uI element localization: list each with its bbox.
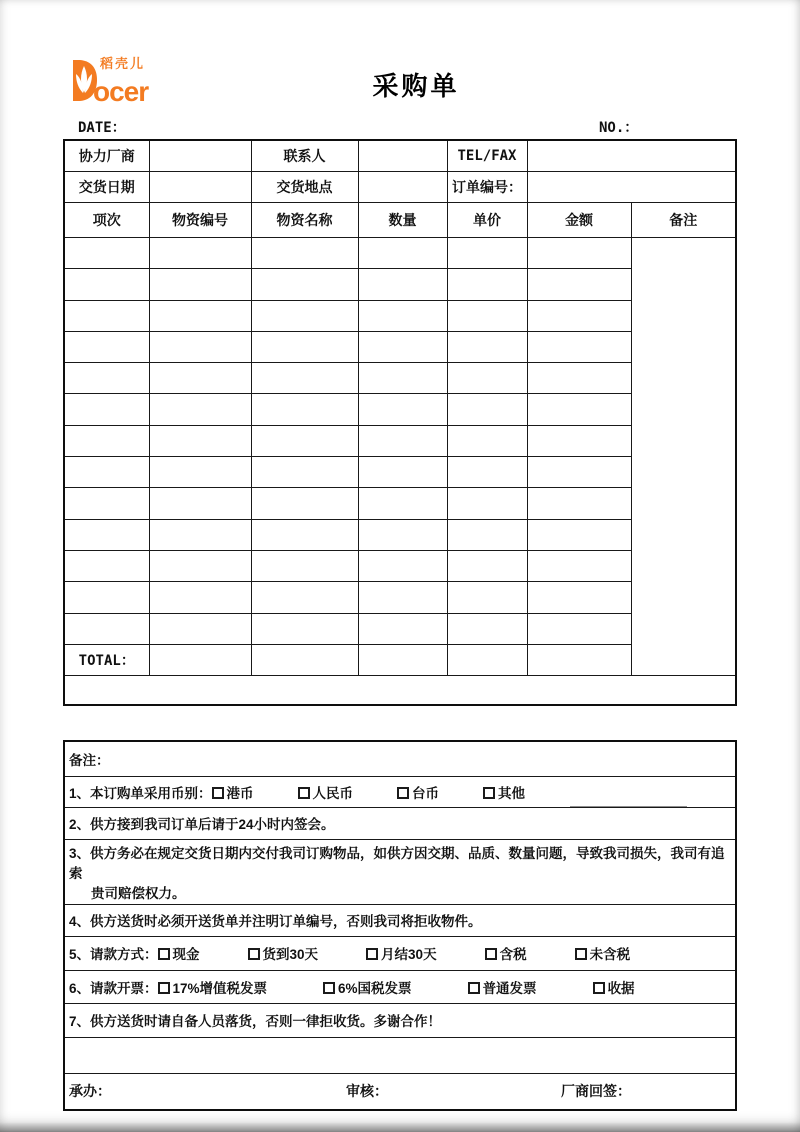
checkbox-icon[interactable] — [575, 948, 587, 960]
signature-row — [64, 1073, 736, 1110]
checkbox-icon[interactable] — [397, 787, 409, 799]
item-cell[interactable] — [64, 363, 149, 394]
contact-value-cell[interactable] — [358, 140, 447, 171]
item-cell[interactable] — [251, 269, 358, 300]
note3-line2: 贵司赔偿权力。 — [91, 885, 186, 901]
item-cell[interactable] — [251, 550, 358, 581]
checkbox-icon[interactable] — [298, 787, 310, 799]
item-cell[interactable] — [149, 238, 251, 269]
item-cell[interactable] — [447, 457, 527, 488]
col-remarks: 备注 — [631, 202, 736, 238]
item-row — [64, 238, 736, 269]
item-cell[interactable] — [527, 550, 631, 581]
item-cell[interactable] — [358, 269, 447, 300]
note-payment-method — [64, 936, 736, 971]
col-material-no: 物资编号 — [149, 202, 251, 238]
checkbox-option[interactable]: 人民币 — [298, 782, 354, 802]
checkbox-icon[interactable] — [248, 948, 260, 960]
item-cell[interactable] — [251, 238, 358, 269]
item-cell[interactable] — [64, 550, 149, 581]
item-cell[interactable] — [251, 300, 358, 331]
item-cell[interactable] — [358, 300, 447, 331]
telfax-value-cell[interactable] — [527, 140, 736, 171]
note-sign-back: 2、供方接到我司订单后请于24小时内签会。 — [64, 808, 736, 840]
item-cell[interactable] — [527, 488, 631, 519]
checkbox-icon[interactable] — [158, 948, 170, 960]
note-liability — [64, 839, 736, 905]
order-no-label: 订单编号： — [447, 171, 527, 202]
checkbox-option[interactable]: 港币 — [212, 782, 254, 802]
item-cell[interactable] — [447, 425, 527, 456]
item-cell[interactable] — [358, 582, 447, 613]
col-item-no: 项次 — [64, 202, 149, 238]
logo-cn-text: 稻壳儿 — [100, 56, 146, 71]
item-cell[interactable] — [64, 425, 149, 456]
total-cell[interactable] — [358, 644, 447, 676]
item-cell[interactable] — [358, 457, 447, 488]
item-cell[interactable] — [358, 488, 447, 519]
item-cell[interactable] — [447, 488, 527, 519]
vendor-label: 协力厂商 — [64, 140, 149, 171]
checkbox-icon[interactable] — [212, 787, 224, 799]
purchase-order-table — [63, 139, 737, 706]
item-cell[interactable] — [64, 269, 149, 300]
item-cell[interactable] — [447, 582, 527, 613]
item-cell[interactable] — [149, 300, 251, 331]
item-cell[interactable] — [251, 457, 358, 488]
item-cell[interactable] — [527, 363, 631, 394]
total-cell[interactable] — [149, 644, 251, 676]
checkbox-icon[interactable] — [158, 982, 170, 994]
total-label: TOTAL： — [64, 644, 149, 676]
item-cell[interactable] — [358, 331, 447, 362]
checkbox-icon[interactable] — [485, 948, 497, 960]
item-cell[interactable] — [358, 363, 447, 394]
item-cell[interactable] — [149, 613, 251, 644]
item-cell[interactable] — [251, 331, 358, 362]
no-label: NO.： — [599, 120, 639, 136]
item-cell[interactable] — [251, 582, 358, 613]
item-cell[interactable] — [358, 613, 447, 644]
item-cell[interactable] — [527, 613, 631, 644]
delivery-place-value-cell[interactable] — [358, 171, 447, 202]
checkbox-icon[interactable] — [323, 982, 335, 994]
item-cell[interactable] — [64, 582, 149, 613]
item-cell[interactable] — [149, 582, 251, 613]
item-cell[interactable] — [358, 550, 447, 581]
checkbox-icon[interactable] — [468, 982, 480, 994]
item-cell[interactable] — [358, 394, 447, 425]
item-cell[interactable] — [527, 457, 631, 488]
checkbox-icon[interactable] — [593, 982, 605, 994]
scan-edge-shadow — [0, 1122, 800, 1132]
telfax-label: TEL/FAX — [447, 140, 527, 171]
remarks-merged-cell[interactable] — [631, 238, 736, 676]
item-cell[interactable] — [64, 394, 149, 425]
checkbox-option[interactable]: 普通发票 — [468, 977, 537, 997]
item-cell[interactable] — [149, 269, 251, 300]
blank-row — [64, 676, 736, 706]
item-cell[interactable] — [447, 238, 527, 269]
item-cell[interactable] — [149, 331, 251, 362]
item-cell[interactable] — [251, 488, 358, 519]
delivery-date-value-cell[interactable] — [149, 171, 251, 202]
note6-prefix: 6、请款开票： — [69, 980, 158, 996]
item-cell[interactable] — [64, 488, 149, 519]
note-invoice-type — [64, 971, 736, 1004]
item-cell[interactable] — [358, 519, 447, 550]
item-cell[interactable] — [251, 613, 358, 644]
item-cell[interactable] — [447, 269, 527, 300]
checkbox-icon[interactable] — [483, 787, 495, 799]
item-cell[interactable] — [149, 519, 251, 550]
note3-line1: 3、供方务必在规定交货日期内交付我司订购物品，如供方因交期、品质、数量问题，导致我司损失，我司有追索 — [69, 845, 725, 881]
vendor-sign-label: 厂商回签： — [561, 1082, 631, 1099]
item-cell[interactable] — [64, 238, 149, 269]
item-cell[interactable] — [64, 519, 149, 550]
item-cell[interactable] — [447, 613, 527, 644]
order-no-value-cell[interactable] — [527, 171, 736, 202]
item-cell[interactable] — [358, 425, 447, 456]
col-amount: 金额 — [527, 202, 631, 238]
note-unloading: 7、供方送货时请自备人员落货，否则一律拒收货。多谢合作！ — [64, 1003, 736, 1038]
item-cell[interactable] — [64, 613, 149, 644]
item-cell[interactable] — [447, 519, 527, 550]
item-cell[interactable] — [527, 331, 631, 362]
col-quantity: 数量 — [358, 202, 447, 238]
checkbox-icon[interactable] — [366, 948, 378, 960]
item-cell[interactable] — [251, 425, 358, 456]
total-cell[interactable] — [447, 644, 527, 676]
item-cell[interactable] — [527, 519, 631, 550]
checkbox-option[interactable]: 未含税 — [575, 943, 631, 963]
checkbox-option[interactable]: 台币 — [397, 782, 439, 802]
item-cell[interactable] — [358, 238, 447, 269]
note-currency — [64, 776, 736, 808]
checkbox-option[interactable]: 6%国税发票 — [323, 977, 412, 997]
item-cell[interactable] — [149, 363, 251, 394]
checkbox-option[interactable]: 收据 — [593, 977, 635, 997]
item-cell[interactable] — [64, 331, 149, 362]
item-cell[interactable] — [251, 519, 358, 550]
review-label: 审核： — [346, 1082, 388, 1099]
contact-label: 联系人 — [251, 140, 358, 171]
info-row-1 — [64, 140, 736, 171]
item-cell[interactable] — [527, 238, 631, 269]
item-cell[interactable] — [447, 300, 527, 331]
item-cell[interactable] — [149, 488, 251, 519]
item-cell[interactable] — [149, 550, 251, 581]
checkbox-option[interactable]: 含税 — [485, 943, 527, 963]
item-cell[interactable] — [64, 300, 149, 331]
item-cell[interactable] — [251, 394, 358, 425]
item-cell[interactable] — [447, 363, 527, 394]
vendor-value-cell[interactable] — [149, 140, 251, 171]
item-cell[interactable] — [149, 425, 251, 456]
notes-table — [63, 740, 737, 1111]
col-unit-price: 单价 — [447, 202, 527, 238]
item-cell[interactable] — [64, 457, 149, 488]
item-cell[interactable] — [527, 394, 631, 425]
note5-prefix: 5、请款方式： — [69, 947, 158, 963]
delivery-place-label: 交货地点 — [251, 171, 358, 202]
total-cell[interactable] — [527, 644, 631, 676]
checkbox-option[interactable]: 其他 — [483, 782, 525, 802]
notes-blank-row[interactable] — [64, 1038, 736, 1074]
item-cell[interactable] — [447, 550, 527, 581]
delivery-date-label: 交货日期 — [64, 171, 149, 202]
blank-full-cell[interactable] — [64, 676, 736, 706]
total-cell[interactable] — [251, 644, 358, 676]
item-cell[interactable] — [149, 394, 251, 425]
note-delivery-slip: 4、供方送货时必须开送货单并注明订单编号，否则我司将拒收物件。 — [64, 905, 736, 937]
col-material-name: 物资名称 — [251, 202, 358, 238]
item-cell[interactable] — [527, 425, 631, 456]
page-title: 采购单 — [372, 71, 460, 101]
handler-label: 承办： — [69, 1082, 111, 1099]
item-cell[interactable] — [149, 457, 251, 488]
logo-latin-text: ocer — [93, 76, 149, 107]
checkbox-option[interactable]: 17%增值税发票 — [158, 977, 268, 997]
notes-header: 备注： — [64, 741, 736, 776]
item-cell[interactable] — [447, 331, 527, 362]
item-cell[interactable] — [447, 394, 527, 425]
checkbox-option[interactable]: 现金 — [158, 943, 200, 963]
item-cell[interactable] — [251, 363, 358, 394]
item-cell[interactable] — [527, 300, 631, 331]
checkbox-option[interactable]: 月结30天 — [366, 943, 437, 963]
column-header-row — [64, 202, 736, 238]
note1-prefix: 1、本订购单采用币别： — [69, 785, 212, 801]
item-cell[interactable] — [527, 269, 631, 300]
info-row-2 — [64, 171, 736, 202]
checkbox-option[interactable]: 货到30天 — [248, 943, 319, 963]
date-label: DATE： — [78, 120, 126, 136]
item-cell[interactable] — [527, 582, 631, 613]
